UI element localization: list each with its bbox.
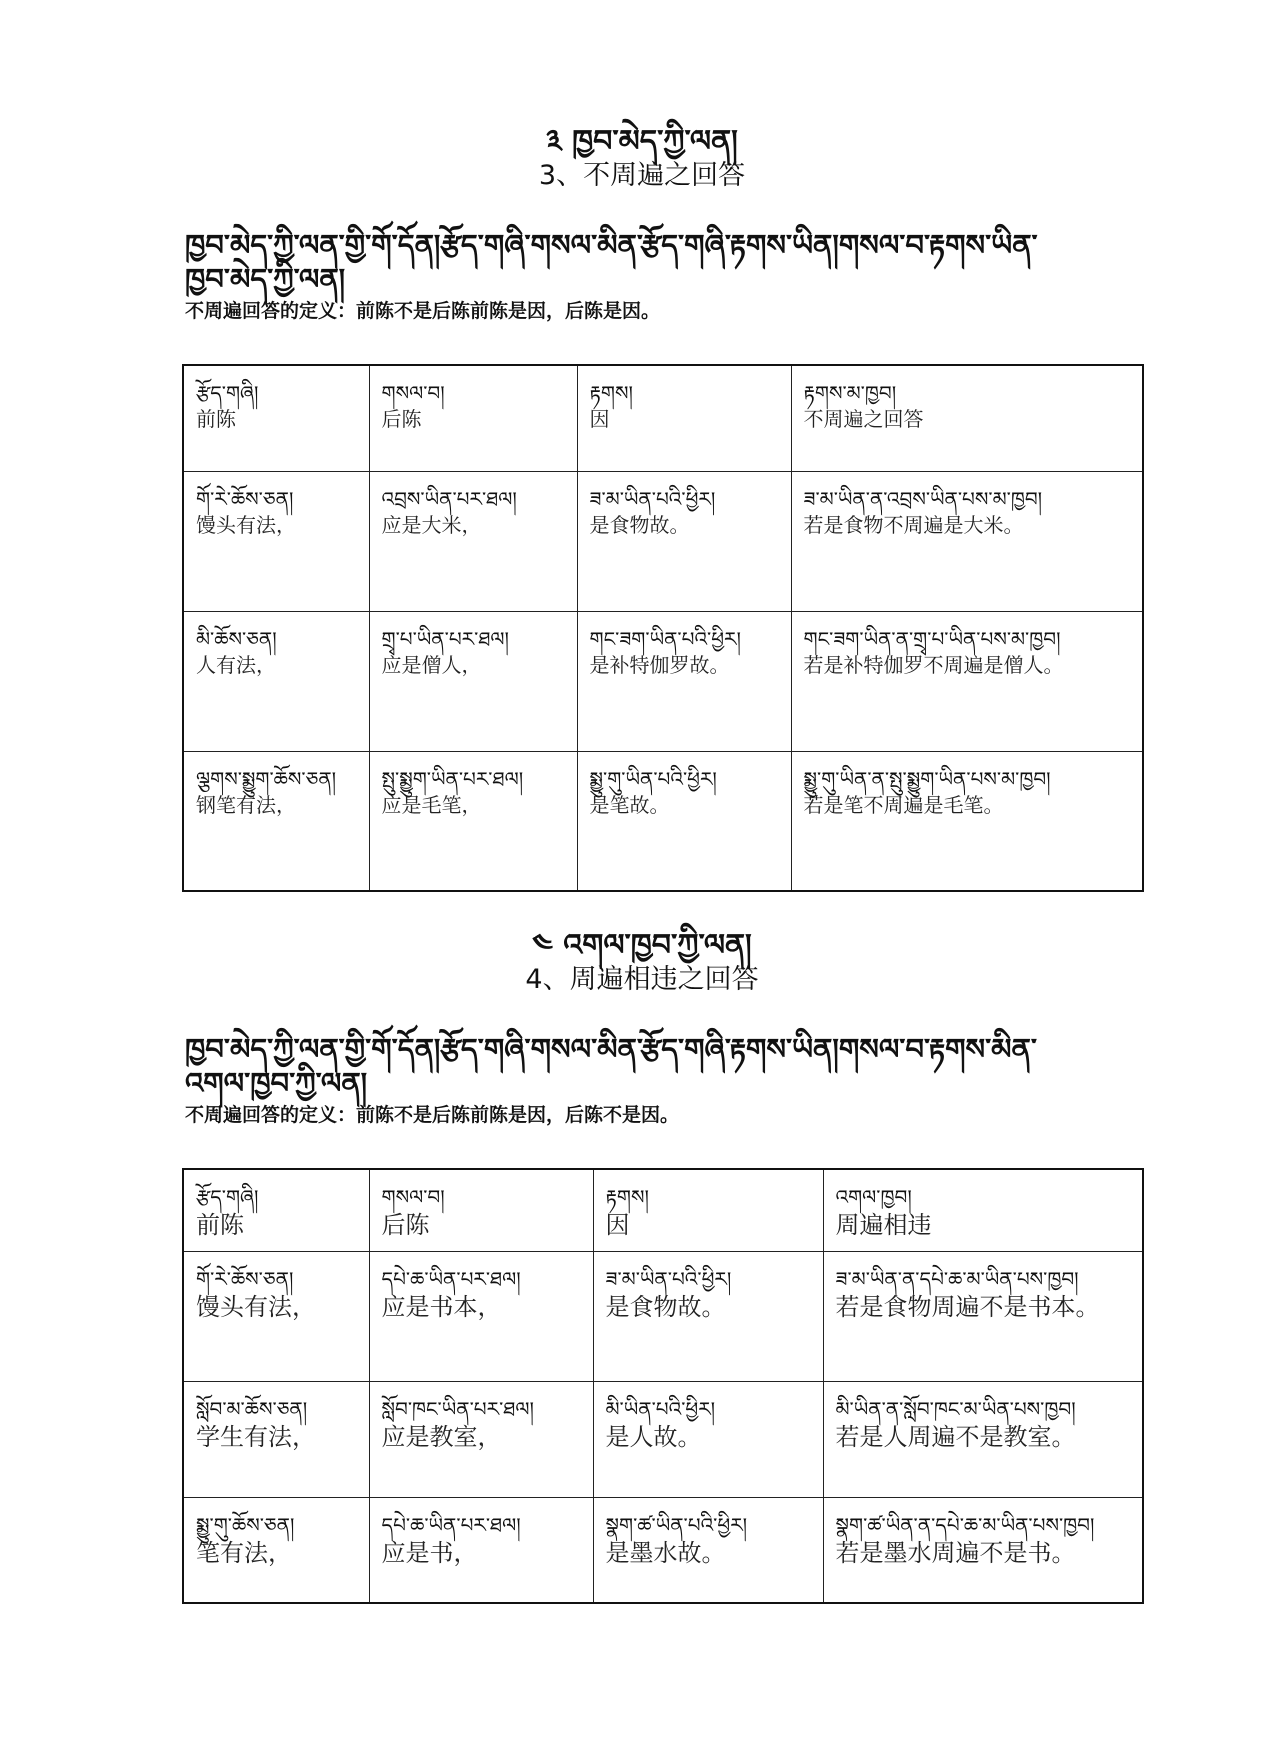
- table-cell: [369, 611, 577, 751]
- cell-chinese-text: 后陈: [381, 1211, 430, 1239]
- header-cell: [183, 1169, 369, 1251]
- table-cell: [577, 751, 791, 891]
- cell-tibetan-text: འགལ་ཁྱབ།: [835, 1185, 912, 1209]
- cell-chinese-text: 应是书本，: [381, 1292, 502, 1321]
- cell-tibetan-text: ཟ་མ་ཡིན་པའི་ཕྱིར།: [605, 1266, 732, 1291]
- section3-definition-chinese: 不周遍回答的定义：前陈不是后陈前陈是因，后陈是因。: [185, 300, 661, 322]
- cell-chinese-text: 是食物故。: [589, 512, 690, 537]
- cell-tibetan-text: ལྕགས་སྨྱུག་ཆོས་ཅན།: [196, 766, 337, 791]
- table-header-row: [183, 1169, 1143, 1251]
- cell-chinese-text: 人有法，: [196, 652, 276, 677]
- cell-tibetan-text: གསལ་བ།: [381, 1185, 445, 1209]
- header-cell: [791, 365, 1143, 471]
- table-cell: [183, 471, 369, 611]
- cell-chinese-text: 馒头有法，: [196, 1292, 316, 1321]
- cell-tibetan-text: རྩོད་གཞི།: [196, 1185, 259, 1209]
- cell-chinese-text: 是食物故。: [605, 1292, 726, 1321]
- table-row: [183, 1497, 1143, 1603]
- cell-tibetan-text: དཔེ་ཆ་ཡིན་པར་ཐལ།: [381, 1266, 521, 1291]
- table-cell: [577, 611, 791, 751]
- cell-tibetan-text: སྤུ་སྨྱུག་ཡིན་པར་ཐལ།: [381, 766, 524, 791]
- cell-chinese-text: 应是大米，: [381, 512, 482, 537]
- table-cell: [183, 1251, 369, 1381]
- cell-chinese-text: 若是笔不周遍是毛笔。: [803, 792, 1004, 817]
- cell-tibetan-text: གོ་རེ་ཆོས་ཅན།: [196, 1266, 294, 1291]
- section4-title-chinese: 4、周遍相违之回答: [525, 964, 759, 995]
- table-cell: [577, 471, 791, 611]
- cell-chinese-text: 是人故。: [605, 1422, 702, 1451]
- cell-tibetan-text: རྟགས།: [589, 381, 633, 405]
- cell-chinese-text: 笔有法，: [196, 1538, 292, 1567]
- cell-tibetan-text: རྟགས་མ་ཁྱབ།: [803, 381, 897, 405]
- cell-tibetan-text: གྲྭ་པ་ཡིན་པར་ཐལ།: [381, 626, 509, 651]
- cell-chinese-text: 若是补特伽罗不周遍是僧人。: [803, 652, 1064, 677]
- cell-chinese-text: 若是食物周遍不是书本。: [835, 1292, 1100, 1321]
- cell-tibetan-text: ཟ་མ་ཡིན་ན་དཔེ་ཆ་མ་ཡིན་པས་ཁྱབ།: [835, 1266, 1079, 1291]
- section4-definition: [185, 1032, 1075, 1128]
- table-row: [183, 1381, 1143, 1497]
- cell-chinese-text: 是补特伽罗故。: [589, 652, 730, 677]
- table-row: [183, 1251, 1143, 1381]
- header-cell: [577, 365, 791, 471]
- cell-chinese-text: 应是书，: [381, 1538, 478, 1567]
- cell-tibetan-text: སྣག་ཚ་ཡིན་ན་དཔེ་ཆ་མ་ཡིན་པས་ཁྱབ།: [835, 1512, 1095, 1537]
- section4-title-tibetan: ༤ འགལ་ཁྱབ་ཀྱི་ལན།: [532, 928, 752, 963]
- table-header-row: [183, 365, 1143, 471]
- section3-table: [182, 364, 1144, 892]
- table-row: [183, 471, 1143, 611]
- table-cell: [593, 1497, 823, 1603]
- cell-chinese-text: 不周遍之回答: [803, 407, 924, 431]
- table-cell: [823, 1381, 1143, 1497]
- table-cell: [791, 471, 1143, 611]
- cell-chinese-text: 是墨水故。: [605, 1538, 726, 1567]
- table-cell: [369, 751, 577, 891]
- cell-tibetan-text: གསལ་བ།: [381, 381, 445, 405]
- cell-chinese-text: 周遍相违: [835, 1211, 932, 1239]
- table-cell: [823, 1497, 1143, 1603]
- cell-chinese-text: 若是食物不周遍是大米。: [803, 512, 1024, 537]
- table-cell: [593, 1381, 823, 1497]
- header-cell: [183, 365, 369, 471]
- table-cell: [369, 1251, 593, 1381]
- header-cell: [369, 365, 577, 471]
- section3-title-chinese: 3、不周遍之回答: [538, 160, 746, 191]
- cell-chinese-text: 应是毛笔，: [381, 792, 482, 817]
- section4-definition-chinese: 不周遍回答的定义：前陈不是后陈前陈是因，后陈不是因。: [185, 1104, 680, 1126]
- cell-tibetan-text: གང་ཟག་ཡིན་ན་གྲྭ་པ་ཡིན་པས་མ་ཁྱབ།: [803, 626, 1061, 651]
- cell-tibetan-text: རྟགས།: [605, 1185, 649, 1209]
- table-cell: [791, 611, 1143, 751]
- cell-tibetan-text: མི་ཆོས་ཅན།: [196, 626, 277, 651]
- cell-chinese-text: 若是墨水周遍不是书。: [835, 1538, 1076, 1567]
- cell-chinese-text: 因: [589, 407, 610, 431]
- table-cell: [791, 751, 1143, 891]
- cell-chinese-text: 应是教室，: [381, 1422, 502, 1451]
- cell-chinese-text: 因: [605, 1211, 630, 1239]
- table-cell: [369, 471, 577, 611]
- cell-tibetan-text: སློབ་ཁང་ཡིན་པར་ཐལ།: [381, 1396, 534, 1421]
- cell-chinese-text: 前陈: [196, 407, 236, 431]
- section4-definition-tibetan: ཁྱབ་མེད་ཀྱི་ལན་གྱི་གོ་དོན།རྩོད་གཞི་གསལ་མིན་རྩོད་གཞི་རྟགས་ཡིན།གསལ་བ་རྟགས་མིན་འགལ་ཁྱབ་ཀྱི་ལན།: [185, 1032, 1037, 1100]
- cell-tibetan-text: ཟ་མ་ཡིན་པའི་ཕྱིར།: [589, 486, 716, 511]
- table-cell: [369, 1497, 593, 1603]
- table-cell: [183, 751, 369, 891]
- table-cell: [183, 1497, 369, 1603]
- cell-chinese-text: 应是僧人，: [381, 652, 482, 677]
- cell-tibetan-text: མི་ཡིན་ན་སློབ་ཁང་མ་ཡིན་པས་ཁྱབ།: [835, 1396, 1076, 1421]
- cell-tibetan-text: གོ་རེ་ཆོས་ཅན།: [196, 486, 294, 511]
- header-cell: [593, 1169, 823, 1251]
- cell-tibetan-text: དཔེ་ཆ་ཡིན་པར་ཐལ།: [381, 1512, 521, 1537]
- cell-tibetan-text: མི་ཡིན་པའི་ཕྱིར།: [605, 1396, 716, 1421]
- cell-tibetan-text: ཟ་མ་ཡིན་ན་འབྲས་ཡིན་པས་མ་ཁྱབ།: [803, 486, 1043, 511]
- table-cell: [593, 1251, 823, 1381]
- section3-title-tibetan: ༣ ཁྱབ་མེད་ཀྱི་ལན།: [546, 124, 738, 159]
- cell-tibetan-text: རྩོད་གཞི།: [196, 381, 259, 405]
- cell-chinese-text: 是笔故。: [589, 792, 670, 817]
- cell-chinese-text: 钢笔有法，: [196, 792, 296, 817]
- header-cell: [823, 1169, 1143, 1251]
- section4-heading: [0, 928, 1284, 996]
- section4-table: [182, 1168, 1144, 1604]
- table-cell: [369, 1381, 593, 1497]
- cell-tibetan-text: སྨྱུ་གུ་ཡིན་ན་སྤུ་སྨྱུག་ཡིན་པས་མ་ཁྱབ།: [803, 766, 1051, 791]
- cell-chinese-text: 前陈: [196, 1211, 244, 1239]
- cell-tibetan-text: གང་ཟག་ཡིན་པའི་ཕྱིར།: [589, 626, 741, 651]
- table-row: [183, 751, 1143, 891]
- section3-heading: [0, 124, 1284, 192]
- table-cell: [183, 611, 369, 751]
- cell-tibetan-text: སློབ་མ་ཆོས་ཅན།: [196, 1396, 308, 1421]
- cell-tibetan-text: འབྲས་ཡིན་པར་ཐལ།: [381, 486, 517, 511]
- cell-chinese-text: 若是人周遍不是教室。: [835, 1422, 1076, 1451]
- cell-tibetan-text: སྨྱུ་གུ་ཆོས་ཅན།: [196, 1512, 295, 1537]
- cell-chinese-text: 后陈: [381, 407, 422, 431]
- cell-chinese-text: 馒头有法，: [196, 512, 296, 537]
- section3-definition-tibetan: ཁྱབ་མེད་ཀྱི་ལན་གྱི་གོ་དོན།རྩོད་གཞི་གསལ་མིན་རྩོད་གཞི་རྟགས་ཡིན།གསལ་བ་རྟགས་ཡིན་ཁྱབ་མེད་ཀྱི་ལན།: [185, 228, 1038, 296]
- cell-tibetan-text: སྨྱུ་གུ་ཡིན་པའི་ཕྱིར།: [589, 766, 717, 791]
- section3-definition: [185, 228, 1075, 324]
- cell-tibetan-text: སྣག་ཚ་ཡིན་པའི་ཕྱིར།: [605, 1512, 748, 1537]
- cell-chinese-text: 学生有法，: [196, 1422, 316, 1451]
- table-cell: [183, 1381, 369, 1497]
- table-row: [183, 611, 1143, 751]
- table-cell: [823, 1251, 1143, 1381]
- header-cell: [369, 1169, 593, 1251]
